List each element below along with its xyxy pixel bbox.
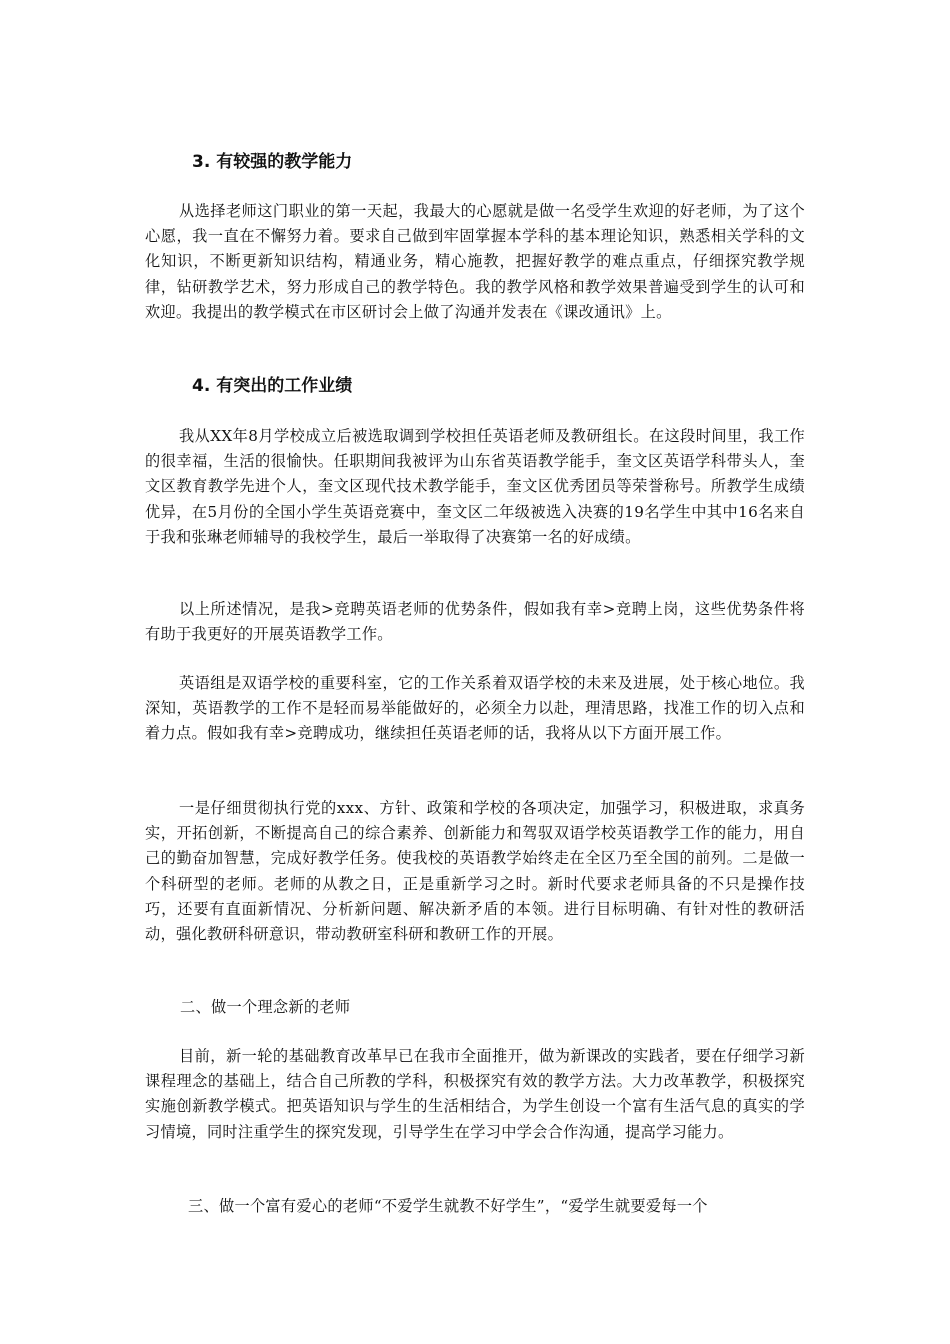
paragraph-plan-one: 一是仔细贯彻执行党的xxx、方针、政策和学校的各项决定，加强学习，积极进取，求真务实，开拓创新，不断提高自己的综合素养、创新能力和驾驭双语学校英语教学工作的能力，用自己的勤奋加智慧，完成好教学任务。使我校的英语教学始终走在全区乃至全国的前列。二是做一个科研型的老师。老师的从教之日，正是重新学习之时。新时代要求老师具备的不只是操作技巧，还要有直面新情况、分析新问题、解决新矛盾的本领。进行目标明确、有针对性的教研活动，强化教研科研意识，带动教研室科研和教研工作的开展。 [145,799,805,944]
section-heading-4: 4. 有突出的工作业绩 [192,376,353,396]
paragraph-summary: 以上所述情况，是我>竞聘英语老师的优势条件，假如我有幸>竞聘上岗，这些优势条件将有助于我更好的开展英语教学工作。 [145,600,805,644]
subheading-new-concept: 二、做一个理念新的老师 [180,998,351,1016]
paragraph-english-group: 英语组是双语学校的重要科室，它的工作关系着双语学校的未来及进展，处于核心地位。我深知，英语教学的工作不是轻而易举能做好的，必须全力以赴，理清思路，找准工作的切入点和着力点。假如我有幸>竞聘成功，继续担任英语老师的话，我将从以下方面开展工作。 [145,674,805,743]
paragraph-teaching-ability: 从选择老师这门职业的第一天起，我最大的心愿就是做一名受学生欢迎的好老师，为了这个心愿，我一直在不懈努力着。要求自己做到牢固掌握本学科的基本理论知识，熟悉相关学科的文化知识，不断更新知识结构，精通业务，精心施教，把握好教学的难点重点，仔细探究教学规律，钻研教学艺术，努力形成自己的教学特色。我的教学风格和教学效果普遍受到学生的认可和欢迎。我提出的教学模式在市区研讨会上做了沟通并发表在《课改通讯》上。 [145,202,805,321]
subheading-caring-teacher: 三、做一个富有爱心的老师“不爱学生就教不好学生”，“爱学生就要爱每一个 [188,1197,708,1215]
section-heading-3: 3. 有较强的教学能力 [192,152,353,172]
paragraph-curriculum-reform: 目前，新一轮的基础教育改革早已在我市全面推开，做为新课改的实践者，要在仔细学习新课程理念的基础上，结合自己所教的学科，积极探究有效的教学方法。大力改革教学，积极探究实施创新教学模式。把英语知识与学生的生活相结合，为学生创设一个富有生活气息的真实的学习情境，同时注重学生的探究发现，引导学生在学习中学会合作沟通，提高学习能力。 [145,1047,805,1141]
paragraph-work-achievements: 我从XX年8月学校成立后被选取调到学校担任英语老师及教研组长。在这段时间里，我工作的很幸福，生活的很愉快。任职期间我被评为山东省英语教学能手，奎文区英语学科带头人，奎文区教育教学先进个人，奎文区现代技术教学能手，奎文区优秀团员等荣誉称号。所教学生成绩优异，在5月份的全国小学生英语竞赛中，奎文区二年级被选入决赛的19名学生中其中16名来自于我和张琳老师辅导的我校学生，最后一举取得了决赛第一名的好成绩。 [145,427,805,546]
